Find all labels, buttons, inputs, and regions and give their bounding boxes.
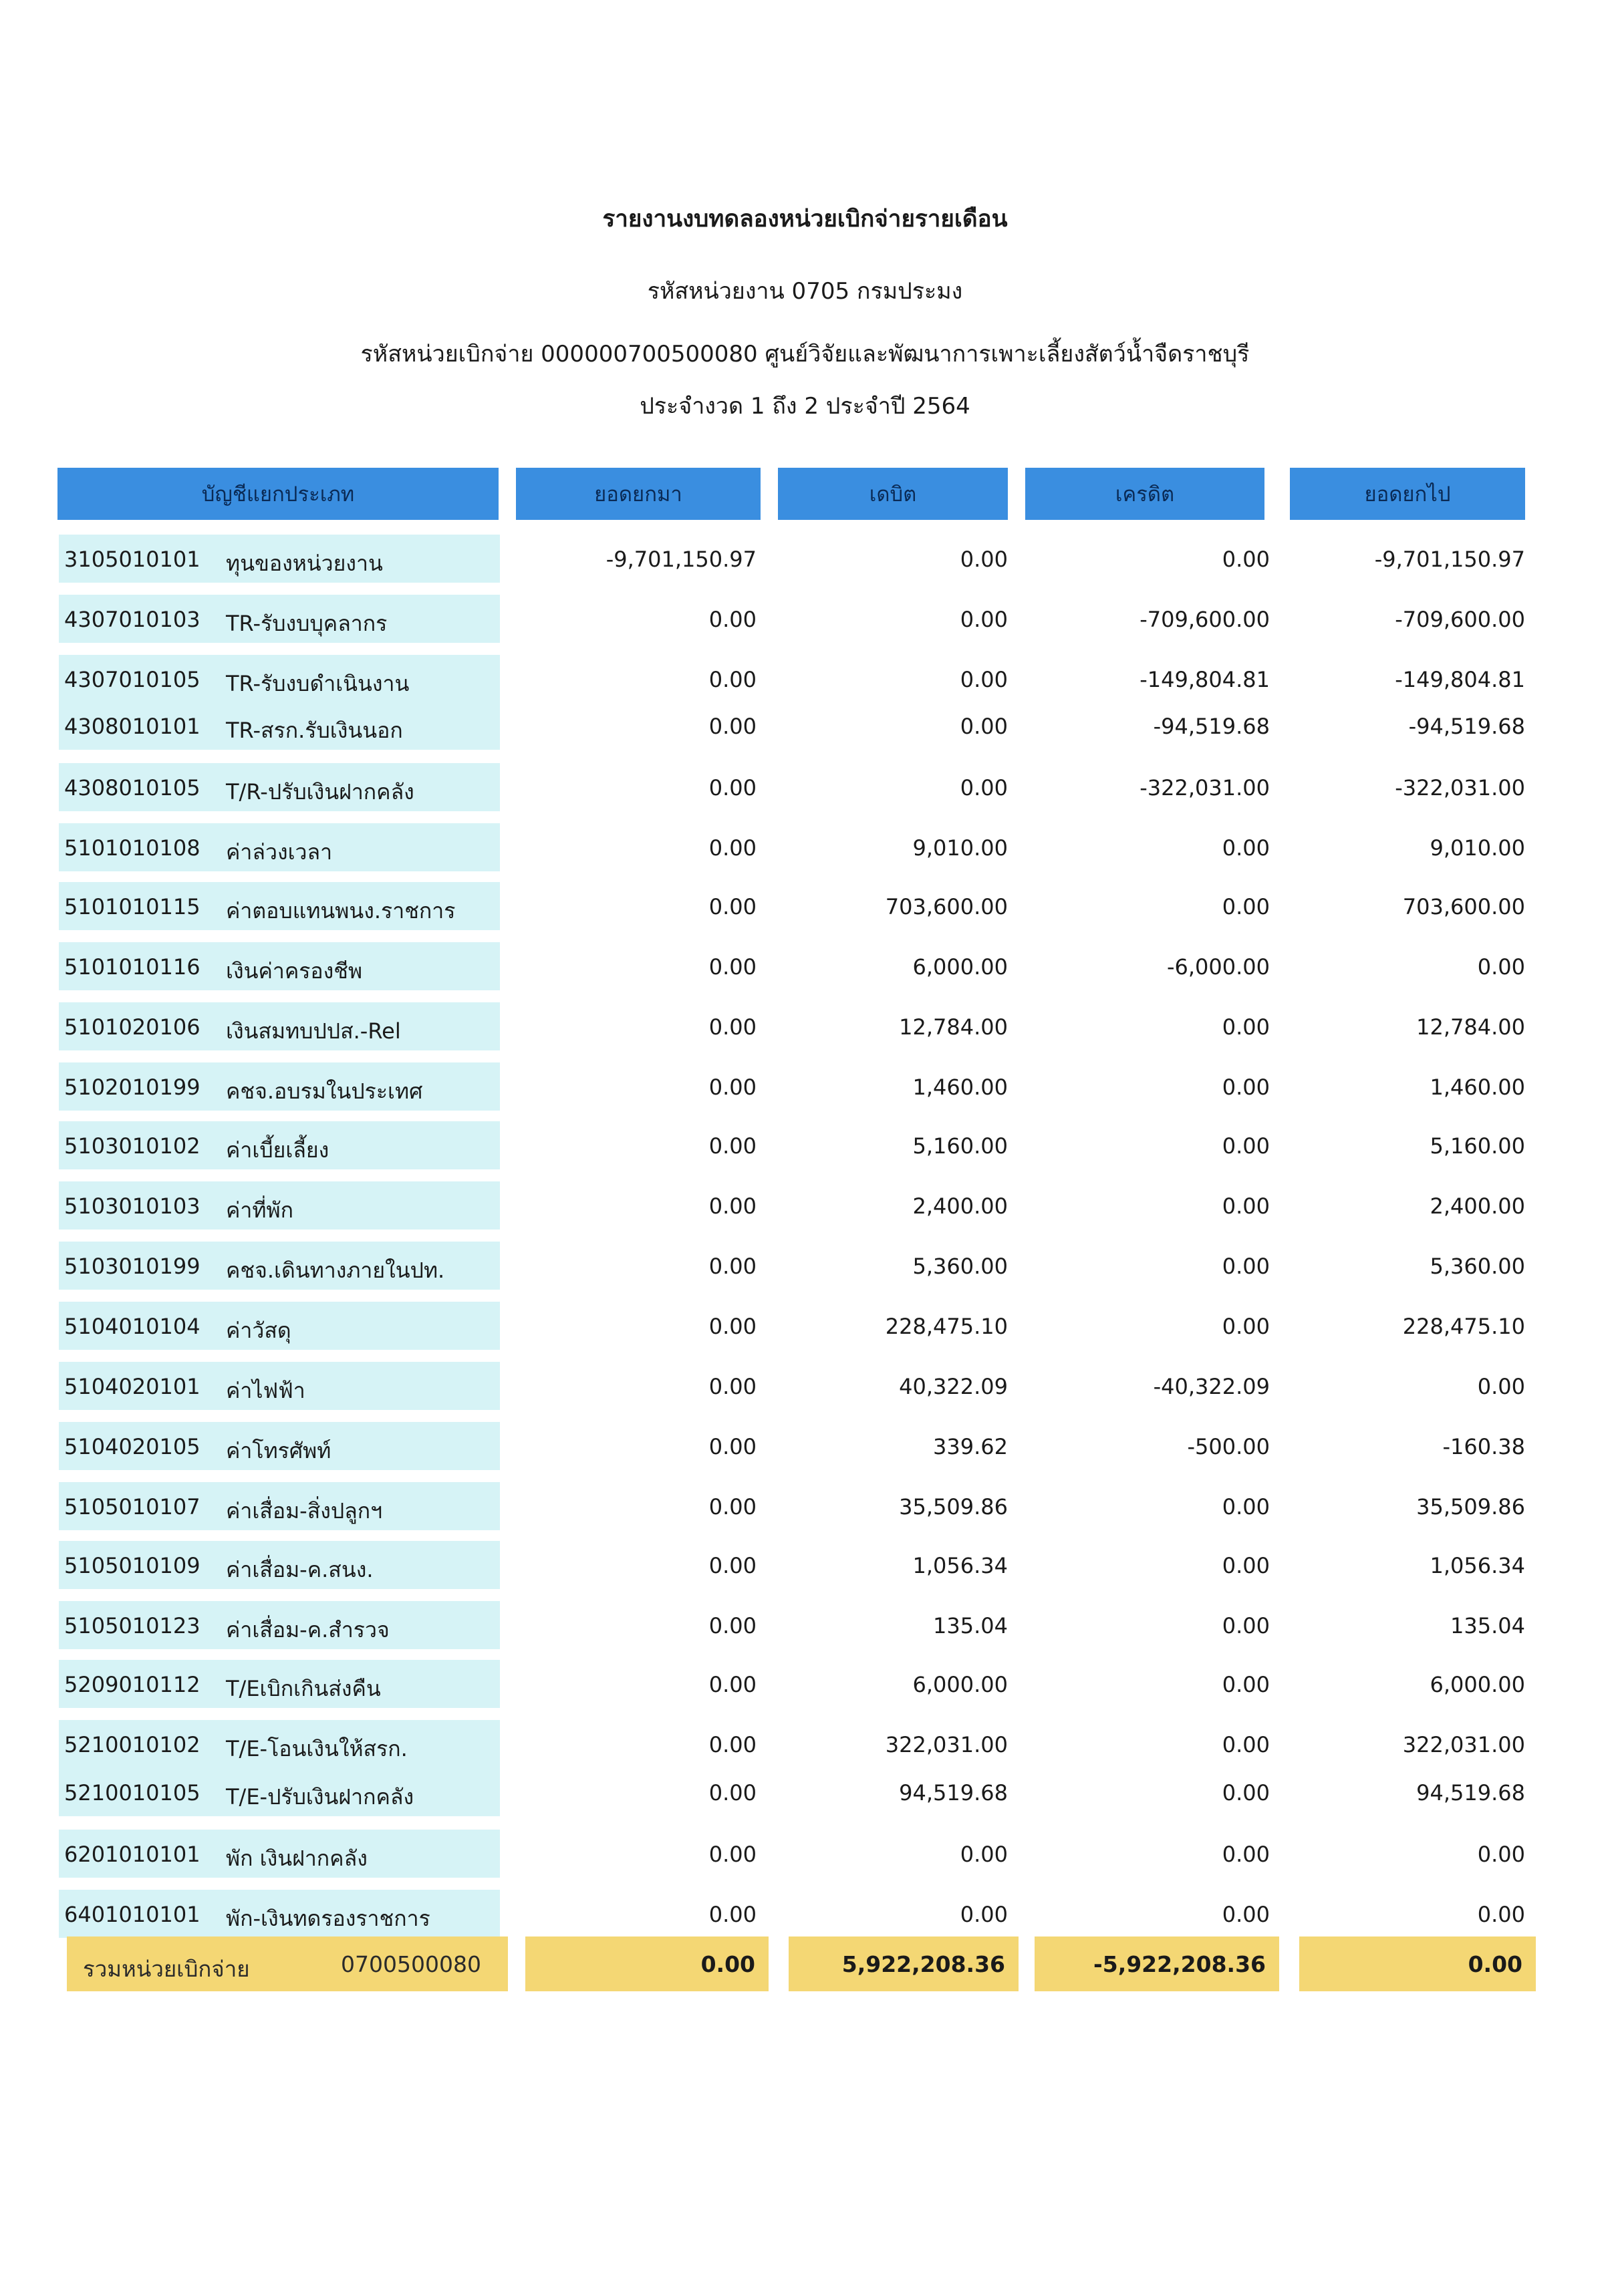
account-cell [59,882,500,930]
closing-amount: 6,000.00 [1430,1672,1525,1697]
account-cell [59,1830,500,1878]
account-cell [59,1422,500,1470]
account-cell [59,655,500,703]
debit-amount: 2,400.00 [912,1193,1008,1219]
table-row [0,1002,1610,1050]
account-cell [59,1482,500,1530]
account-cell [59,1720,500,1768]
opening-amount: 0.00 [708,894,757,919]
opening-amount: 0.00 [708,1553,757,1578]
credit-amount: 0.00 [1222,1842,1270,1867]
account-name: ค่าวัสดุ [226,1318,291,1343]
table-row [0,1181,1610,1230]
debit-amount: 1,460.00 [912,1074,1008,1100]
debit-amount: 6,000.00 [912,954,1008,980]
closing-amount: 0.00 [1477,1842,1525,1867]
debit-amount: 94,519.68 [899,1780,1008,1806]
account-cell [59,1541,500,1589]
opening-amount: 0.00 [708,1842,757,1867]
opening-amount: 0.00 [708,1732,757,1757]
closing-amount: -9,701,150.97 [1374,547,1525,572]
debit-amount: 1,056.34 [912,1553,1008,1578]
credit-amount: -322,031.00 [1139,775,1270,801]
table-row [0,1830,1610,1878]
debit-amount: 703,600.00 [885,894,1008,919]
table-row [0,1242,1610,1290]
closing-amount: 5,360.00 [1430,1254,1525,1279]
credit-amount: 0.00 [1222,1014,1270,1040]
debit-amount: 40,322.09 [899,1374,1008,1399]
opening-amount: 0.00 [708,1014,757,1040]
closing-amount: 5,160.00 [1430,1133,1525,1159]
account-code: 5101010108 [64,835,200,861]
credit-amount: 0.00 [1222,1613,1270,1638]
debit-amount: 5,160.00 [912,1133,1008,1159]
account-cell [59,1362,500,1410]
table-row [0,1720,1610,1768]
account-cell [59,942,500,990]
account-code: 5102010199 [64,1074,200,1100]
closing-amount: -149,804.81 [1395,667,1525,692]
debit-amount: 228,475.10 [885,1314,1008,1339]
header-opening: ยอดยกมา [516,468,761,520]
report-title: รายงานงบทดลองหน่วยเบิกจ่ายรายเดือน [602,206,1008,233]
credit-amount: 0.00 [1222,1902,1270,1927]
disbursing-unit-line: รหัสหน่วยเบิกจ่าย 000000700500080 ศูนย์วิจัยและพัฒนาการเพาะเลี้ยงสัตว์น้ำจืดราชบุรี [360,341,1250,368]
closing-amount: 2,400.00 [1430,1193,1525,1219]
debit-amount: 0.00 [960,1902,1008,1927]
table-row [0,763,1610,811]
credit-amount: 0.00 [1222,547,1270,572]
credit-amount: 0.00 [1222,1553,1270,1578]
closing-amount: -160.38 [1442,1434,1525,1459]
opening-amount: 0.00 [708,1193,757,1219]
credit-amount: 0.00 [1222,1254,1270,1279]
debit-amount: 0.00 [960,607,1008,632]
account-code: 6201010101 [64,1842,200,1867]
account-name: เงินค่าครองชีพ [226,958,363,984]
header-credit: เครดิต [1025,468,1264,520]
account-name: ทุนของหน่วยงาน [226,551,383,576]
credit-amount: 0.00 [1222,1494,1270,1520]
credit-amount: 0.00 [1222,1074,1270,1100]
opening-amount: 0.00 [708,1494,757,1520]
closing-amount: 703,600.00 [1402,894,1525,919]
table-row [0,595,1610,643]
account-cell [59,1302,500,1350]
account-code: 5103010102 [64,1133,200,1159]
opening-amount: 0.00 [708,1374,757,1399]
table-row [0,1121,1610,1169]
closing-amount: 1,056.34 [1430,1553,1525,1578]
account-name: T/R-ปรับเงินฝากคลัง [226,779,414,805]
account-cell [59,1002,500,1050]
account-code: 5105010123 [64,1613,200,1638]
credit-amount: -6,000.00 [1166,954,1270,980]
account-name: ค่าที่พัก [226,1197,293,1223]
table-row [0,655,1610,703]
account-name: พัก เงินฝากคลัง [226,1846,368,1871]
account-code: 5101010115 [64,894,200,919]
account-cell [59,1660,500,1708]
table-row [0,1601,1610,1649]
total-opening: 0.00 [700,1951,755,1977]
account-code: 5103010103 [64,1193,200,1219]
total-debit: 5,922,208.36 [841,1951,1005,1977]
debit-amount: 5,360.00 [912,1254,1008,1279]
opening-amount: 0.00 [708,775,757,801]
account-name: TR-รับงบบุคลากร [226,611,388,636]
total-debit-cell [789,1936,1019,1991]
table-row [0,1302,1610,1350]
opening-amount: 0.00 [708,1780,757,1806]
account-code: 5209010112 [64,1672,200,1697]
header-account: บัญชีแยกประเภท [57,468,499,520]
header-debit: เดบิต [778,468,1008,520]
credit-amount: 0.00 [1222,1672,1270,1697]
opening-amount: 0.00 [708,1672,757,1697]
closing-amount: 135.04 [1450,1613,1525,1638]
debit-amount: 6,000.00 [912,1672,1008,1697]
header-closing: ยอดยกไป [1290,468,1525,520]
opening-amount: 0.00 [708,835,757,861]
closing-amount: -709,600.00 [1395,607,1525,632]
table-row [0,823,1610,871]
account-cell [59,702,500,750]
table-row [0,702,1610,750]
closing-amount: 0.00 [1477,954,1525,980]
table-row [0,1541,1610,1589]
debit-amount: 135.04 [933,1613,1008,1638]
total-label: รวมหน่วยเบิกจ่าย [83,1956,250,1982]
account-cell [59,1121,500,1169]
total-unit-code: 0700500080 [341,1951,481,1977]
debit-amount: 0.00 [960,667,1008,692]
credit-amount: 0.00 [1222,1133,1270,1159]
account-name: พัก-เงินทดรองราชการ [226,1906,430,1931]
account-code: 5105010107 [64,1494,200,1520]
account-name: ค่าเบี้ยเลี้ยง [226,1137,329,1163]
credit-amount: 0.00 [1222,1314,1270,1339]
account-cell [59,763,500,811]
account-code: 5210010105 [64,1780,200,1806]
total-opening-cell [525,1936,769,1991]
credit-amount: -94,519.68 [1153,714,1270,739]
account-code: 4308010101 [64,714,200,739]
account-name: ค่าตอบแทนพนง.ราชการ [226,898,456,923]
credit-amount: -709,600.00 [1139,607,1270,632]
account-code: 5101020106 [64,1014,200,1040]
account-name: คชจ.เดินทางภายในปท. [226,1258,445,1283]
account-cell [59,1062,500,1111]
account-name: TR-สรก.รับเงินนอก [226,718,403,743]
table-row [0,1768,1610,1816]
account-name: ค่าเสื่อม-ค.สนง. [226,1557,374,1582]
table-row [0,942,1610,990]
closing-amount: -94,519.68 [1408,714,1525,739]
opening-amount: 0.00 [708,1613,757,1638]
account-code: 5101010116 [64,954,200,980]
account-name: T/Eเบิกเกินส่งคืน [226,1676,381,1701]
credit-amount: -149,804.81 [1139,667,1270,692]
credit-amount: 0.00 [1222,894,1270,919]
closing-amount: -322,031.00 [1395,775,1525,801]
table-row [0,1660,1610,1708]
agency-line: รหัสหน่วยงาน 0705 กรมประมง [647,278,963,305]
debit-amount: 0.00 [960,1842,1008,1867]
account-cell [59,1890,500,1938]
debit-amount: 12,784.00 [899,1014,1008,1040]
account-name: T/E-โอนเงินให้สรก. [226,1736,408,1761]
debit-amount: 0.00 [960,547,1008,572]
opening-amount: 0.00 [708,954,757,980]
account-code: 4308010105 [64,775,200,801]
closing-amount: 322,031.00 [1402,1732,1525,1757]
closing-amount: 1,460.00 [1430,1074,1525,1100]
account-code: 4307010105 [64,667,200,692]
opening-amount: 0.00 [708,667,757,692]
account-code: 5105010109 [64,1553,200,1578]
account-name: ค่าเสื่อม-สิ่งปลูกฯ [226,1498,383,1524]
credit-amount: 0.00 [1222,1193,1270,1219]
total-credit: -5,922,208.36 [1093,1951,1266,1977]
account-name: ค่าเสื่อม-ค.สำรวจ [226,1617,390,1642]
debit-amount: 0.00 [960,775,1008,801]
closing-amount: 35,509.86 [1416,1494,1525,1520]
account-code: 5210010102 [64,1732,200,1757]
account-code: 5104010104 [64,1314,200,1339]
closing-amount: 12,784.00 [1416,1014,1525,1040]
account-cell [59,535,500,583]
account-name: TR-รับงบดำเนินงาน [226,671,410,696]
debit-amount: 35,509.86 [899,1494,1008,1520]
total-closing: 0.00 [1468,1951,1522,1977]
debit-amount: 339.62 [933,1434,1008,1459]
table-row [0,1062,1610,1111]
credit-amount: 0.00 [1222,1780,1270,1806]
table-row [0,1362,1610,1410]
opening-amount: 0.00 [708,1434,757,1459]
table-row [0,882,1610,930]
table-row [0,535,1610,583]
table-row [0,1422,1610,1470]
opening-amount: 0.00 [708,1133,757,1159]
opening-amount: 0.00 [708,1902,757,1927]
debit-amount: 9,010.00 [912,835,1008,861]
closing-amount: 0.00 [1477,1902,1525,1927]
table-row [0,1890,1610,1938]
account-code: 6401010101 [64,1902,200,1927]
credit-amount: -40,322.09 [1153,1374,1270,1399]
account-name: คชจ.อบรมในประเทศ [226,1079,423,1104]
opening-amount: 0.00 [708,1314,757,1339]
closing-amount: 0.00 [1477,1374,1525,1399]
account-code: 4307010103 [64,607,200,632]
account-cell [59,595,500,643]
closing-amount: 94,519.68 [1416,1780,1525,1806]
account-cell [59,1768,500,1816]
account-name: T/E-ปรับเงินฝากคลัง [226,1784,414,1810]
opening-amount: 0.00 [708,714,757,739]
table-row [0,1482,1610,1530]
debit-amount: 322,031.00 [885,1732,1008,1757]
account-code: 5103010199 [64,1254,200,1279]
total-credit-cell [1035,1936,1279,1991]
opening-amount: 0.00 [708,1074,757,1100]
debit-amount: 0.00 [960,714,1008,739]
account-code: 5104020105 [64,1434,200,1459]
account-cell [59,1242,500,1290]
period-line: ประจำงวด 1 ถึง 2 ประจำปี 2564 [640,393,970,420]
credit-amount: -500.00 [1187,1434,1270,1459]
account-code: 3105010101 [64,547,200,572]
account-name: ค่าโทรศัพท์ [226,1438,331,1463]
opening-amount: 0.00 [708,1254,757,1279]
account-name: ค่าไฟฟ้า [226,1378,305,1403]
opening-amount: 0.00 [708,607,757,632]
credit-amount: 0.00 [1222,835,1270,861]
account-cell [59,823,500,871]
account-code: 5104020101 [64,1374,200,1399]
credit-amount: 0.00 [1222,1732,1270,1757]
total-label-cell [67,1936,508,1991]
closing-amount: 9,010.00 [1430,835,1525,861]
account-name: ค่าล่วงเวลา [226,839,333,865]
account-cell [59,1181,500,1230]
account-cell [59,1601,500,1649]
total-closing-cell [1299,1936,1536,1991]
closing-amount: 228,475.10 [1402,1314,1525,1339]
account-name: เงินสมทบปปส.-Rel [226,1018,401,1044]
opening-amount: -9,701,150.97 [606,547,757,572]
